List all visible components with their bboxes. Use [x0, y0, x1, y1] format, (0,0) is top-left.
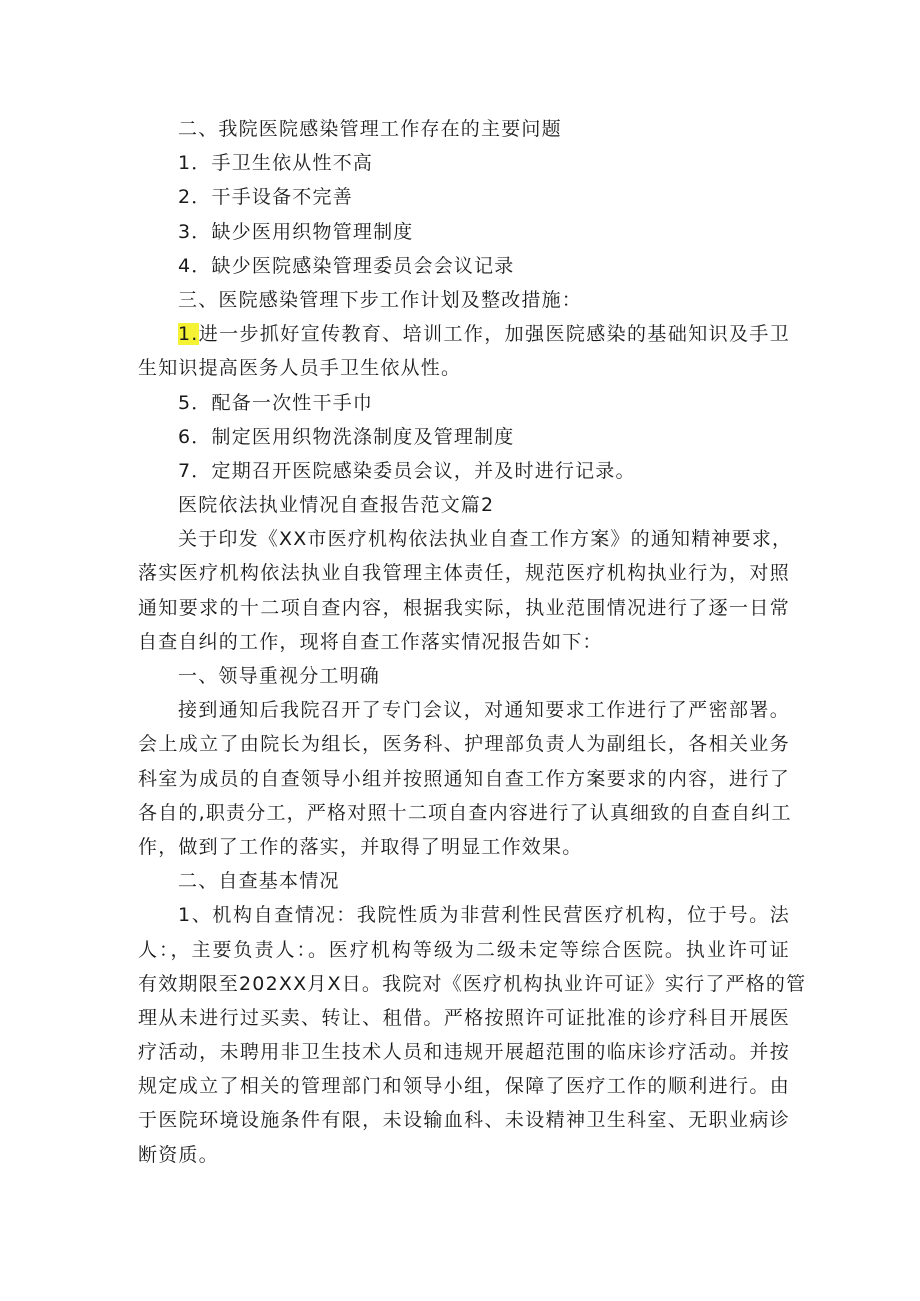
line-text: 进一步抓好宣传教育、培训工作，加强医院感染的基础知识及手卫	[198, 323, 790, 346]
line-text: 5．配备一次性干手巾	[178, 391, 374, 414]
text-line	[138, 967, 807, 1001]
line-text: 一、领导重视分工明确	[178, 665, 381, 687]
text-line	[138, 146, 790, 180]
line-text: 医院依法执业情况自查报告范文篇2	[178, 494, 495, 517]
text-line	[138, 215, 790, 249]
line-text: 4．缺少医院感染管理委员会会议记录	[178, 254, 515, 277]
line-text: 关于印发《XX市医疗机构依法执业自查工作方案》的通知精神要求，	[178, 528, 793, 551]
text-line	[138, 693, 790, 727]
line-text: 接到通知后我院召开了专门会议，对通知要求工作进行了严密部署。	[178, 699, 790, 722]
text-line	[138, 1103, 790, 1137]
text-line	[138, 796, 790, 830]
line-text: 落实医疗机构依法执业自我管理主体责任，规范医疗机构执业行为，对照	[138, 562, 790, 585]
line-text: 有效期限至202XX月X日。我院对《医疗机构执业许可证》实行了严格的管	[138, 972, 807, 995]
line-text: 作，做到了工作的落实，并取得了明显工作效果。	[138, 835, 583, 858]
text-line	[138, 1069, 790, 1103]
text-line	[138, 420, 790, 454]
text-line	[138, 1138, 790, 1172]
line-text: 三、医院感染管理下步工作计划及整改措施：	[178, 288, 583, 311]
text-line	[138, 283, 790, 317]
text-line	[138, 488, 790, 522]
text-line	[138, 1001, 790, 1035]
line-text: 理从未进行过买卖、转让、租借。严格按照许可证批准的诊疗科目开展医	[138, 1006, 790, 1029]
text-line	[138, 317, 790, 351]
line-text: 于医院环境设施条件有限，未设输血科、未设精神卫生科室、无职业病诊	[138, 1109, 790, 1132]
line-text: 自查自纠的工作，现将自查工作落实情况报告如下：	[138, 630, 603, 653]
text-line	[138, 522, 793, 556]
line-text: 二、自查基本情况	[178, 870, 340, 893]
line-text: 1．手卫生依从性不高	[178, 152, 374, 175]
text-line	[138, 864, 790, 898]
line-text: 7．定期召开医院感染委员会议，并及时进行记录。	[178, 459, 636, 482]
text-line	[138, 727, 790, 761]
line-text: 会上成立了由院长为组长，医务科、护理部负责人为副组长，各相关业务	[138, 733, 790, 756]
line-text: 科室为成员的自查领导小组并按照通知自查工作方案要求的内容，进行了	[138, 767, 790, 790]
text-line	[138, 933, 790, 967]
text-line	[138, 556, 790, 590]
line-text: 1、机构自查情况：我院性质为非营利性民营医疗机构，位于号。法	[178, 904, 790, 927]
line-text: 通知要求的十二项自查内容，根据我实际，执业范围情况进行了逐一日常	[138, 596, 790, 619]
line-text: 人：，主要负责人：。医疗机构等级为二级未定等综合医院。执业许可证	[138, 938, 790, 961]
line-text: 2．干手设备不完善	[178, 186, 353, 209]
text-line	[138, 898, 790, 932]
line-text: 生知识提高医务人员手卫生依从性。	[138, 357, 462, 380]
line-text: 各自的,职责分工，严格对照十二项自查内容进行了认真细致的自查自纠工	[138, 801, 792, 824]
line-text: 二、我院医院感染管理工作存在的主要问题	[178, 118, 562, 140]
line-text: 疗活动，未聘用非卫生技术人员和违规开展超范围的临床诊疗活动。并按	[138, 1041, 790, 1064]
text-line	[138, 762, 790, 796]
text-line	[138, 591, 790, 625]
highlighted-number: 1.	[178, 323, 199, 346]
text-line	[138, 830, 790, 864]
text-line	[138, 112, 790, 146]
text-line	[138, 625, 790, 659]
text-line	[138, 249, 790, 283]
line-text: 断资质。	[138, 1143, 219, 1166]
line-text: 规定成立了相关的管理部门和领导小组，保障了医疗工作的顺利进行。由	[138, 1075, 790, 1098]
text-line	[138, 454, 790, 488]
text-line	[138, 180, 790, 214]
text-line	[138, 1035, 790, 1069]
line-text: 3．缺少医用织物管理制度	[178, 220, 414, 243]
text-line	[138, 351, 790, 385]
document-body	[138, 112, 807, 1172]
text-line	[138, 386, 790, 420]
text-line	[138, 659, 790, 693]
line-text: 6．制定医用织物洗涤制度及管理制度	[178, 425, 515, 448]
